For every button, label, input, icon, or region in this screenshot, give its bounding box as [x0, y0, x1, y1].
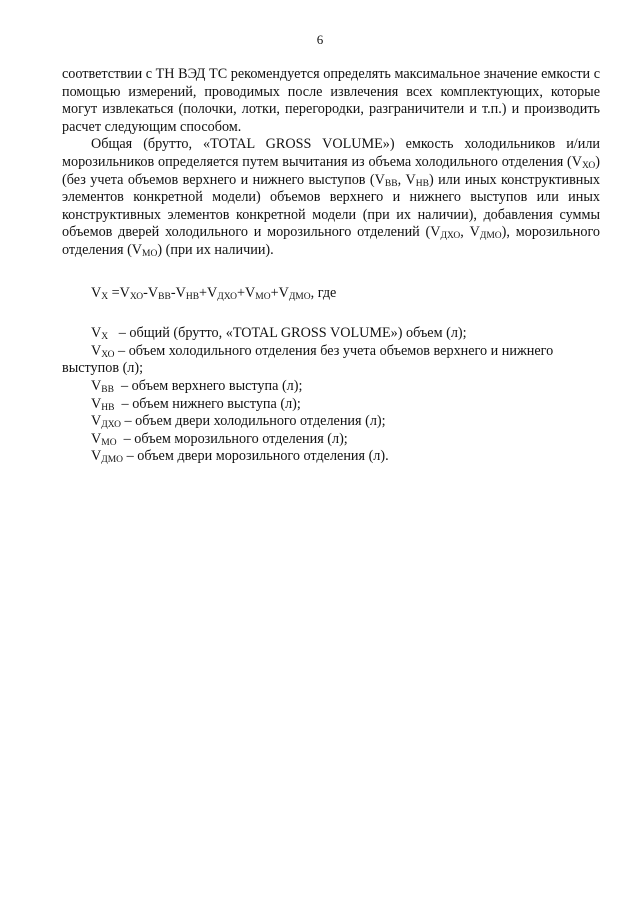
definition-vnv: [62, 396, 600, 414]
definition-symbol: V: [91, 413, 102, 430]
subscript: МО: [142, 248, 158, 259]
definition-symbol: V: [91, 395, 102, 412]
subscript: ДМО: [101, 455, 124, 466]
definition-vdxo: [62, 413, 600, 431]
definition-symbol: V: [91, 325, 102, 342]
subscript: ДМО: [479, 231, 502, 242]
definition-vdmo: [62, 448, 600, 466]
definition-vxo: [62, 343, 600, 378]
subscript: НВ: [185, 291, 200, 302]
definition-symbol: V: [91, 448, 102, 465]
paragraph-intro: соответствии с ТН ВЭД ТС рекомендуется определять максимальное значение емкости с помощью измерений, проводимых после извлечения всех комплектующих, которые могут извлекаться (полочки, лотки, перегородки, разграничители и т.п.) и производить расчет следующим способом.: [62, 66, 600, 135]
formula-operator: -V: [143, 284, 159, 301]
formula-operator: +V: [270, 284, 289, 301]
subscript: Х: [101, 291, 109, 302]
paragraph-gross-volume: [62, 136, 600, 259]
subscript: ХО: [129, 291, 144, 302]
definition-text: – объем холодильного отделения без учета объемов верхнего и нижнего выступов (л);: [62, 342, 554, 377]
paragraph-text: ) или иных конструктивных элементов конкретной модели) объемов верхнего и нижнего выступов или иных конструктивных элементов конкретной модели (при их наличии), добавления суммы объемов дверей холодильного и морозильного отделений (V: [62, 171, 600, 241]
subscript: ВВ: [158, 291, 171, 302]
subscript: НВ: [415, 178, 429, 189]
definition-symbol: V: [91, 342, 102, 359]
formula-operator: =V: [108, 284, 130, 301]
definition-text: – общий (брутто, «TOTAL GROSS VOLUME») объем (л);: [108, 325, 467, 342]
definition-text: – объем двери холодильного отделения (л);: [120, 413, 386, 430]
subscript: МО: [101, 437, 117, 448]
subscript: ДХО: [217, 291, 238, 302]
paragraph-text: Общая (брутто, «TOTAL GROSS VOLUME») емкость холодильников и/или морозильников определяется путем вычитания из объема холодильного отделения (V: [62, 136, 600, 170]
definition-text: – объем морозильного отделения (л);: [116, 430, 348, 447]
volume-formula: [91, 285, 600, 303]
document-body: [62, 66, 600, 466]
definition-symbol: V: [91, 430, 102, 447]
definition-vvv: [62, 378, 600, 396]
paragraph-text: , V: [397, 171, 416, 188]
subscript: МО: [255, 291, 271, 302]
paragraph-text: , V: [460, 224, 480, 241]
paragraph-text: ), морозильного отделения (V: [62, 224, 600, 258]
definition-vmo: [62, 431, 600, 449]
subscript: ХО: [582, 160, 596, 171]
definition-text: – объем двери морозильного отделения (л).: [123, 448, 389, 465]
subscript: ВВ: [101, 384, 114, 395]
formula-operator: +V: [237, 284, 256, 301]
paragraph-text: ) (при их наличии).: [157, 241, 274, 258]
page-number: 6: [316, 32, 324, 47]
formula-symbol: V: [91, 284, 102, 301]
definition-text: – объем нижнего выступа (л);: [114, 395, 301, 412]
formula-operator: +V: [199, 284, 218, 301]
definition-symbol: V: [91, 377, 102, 394]
subscript: ДХО: [440, 231, 461, 242]
subscript: ВВ: [384, 178, 398, 189]
subscript: ДХО: [101, 420, 121, 431]
subscript: ХО: [101, 349, 115, 360]
definition-text: – объем верхнего выступа (л);: [113, 377, 303, 394]
subscript: Х: [101, 332, 109, 343]
definition-vx: [62, 325, 600, 343]
formula-operator: -V: [170, 284, 186, 301]
subscript: ДМО: [288, 291, 311, 302]
paragraph-text: ) (без учета объемов верхнего и нижнего выступов (V: [62, 153, 600, 188]
subscript: НВ: [101, 402, 115, 413]
definitions-list: [62, 325, 600, 466]
formula-tail: , где: [310, 284, 337, 301]
